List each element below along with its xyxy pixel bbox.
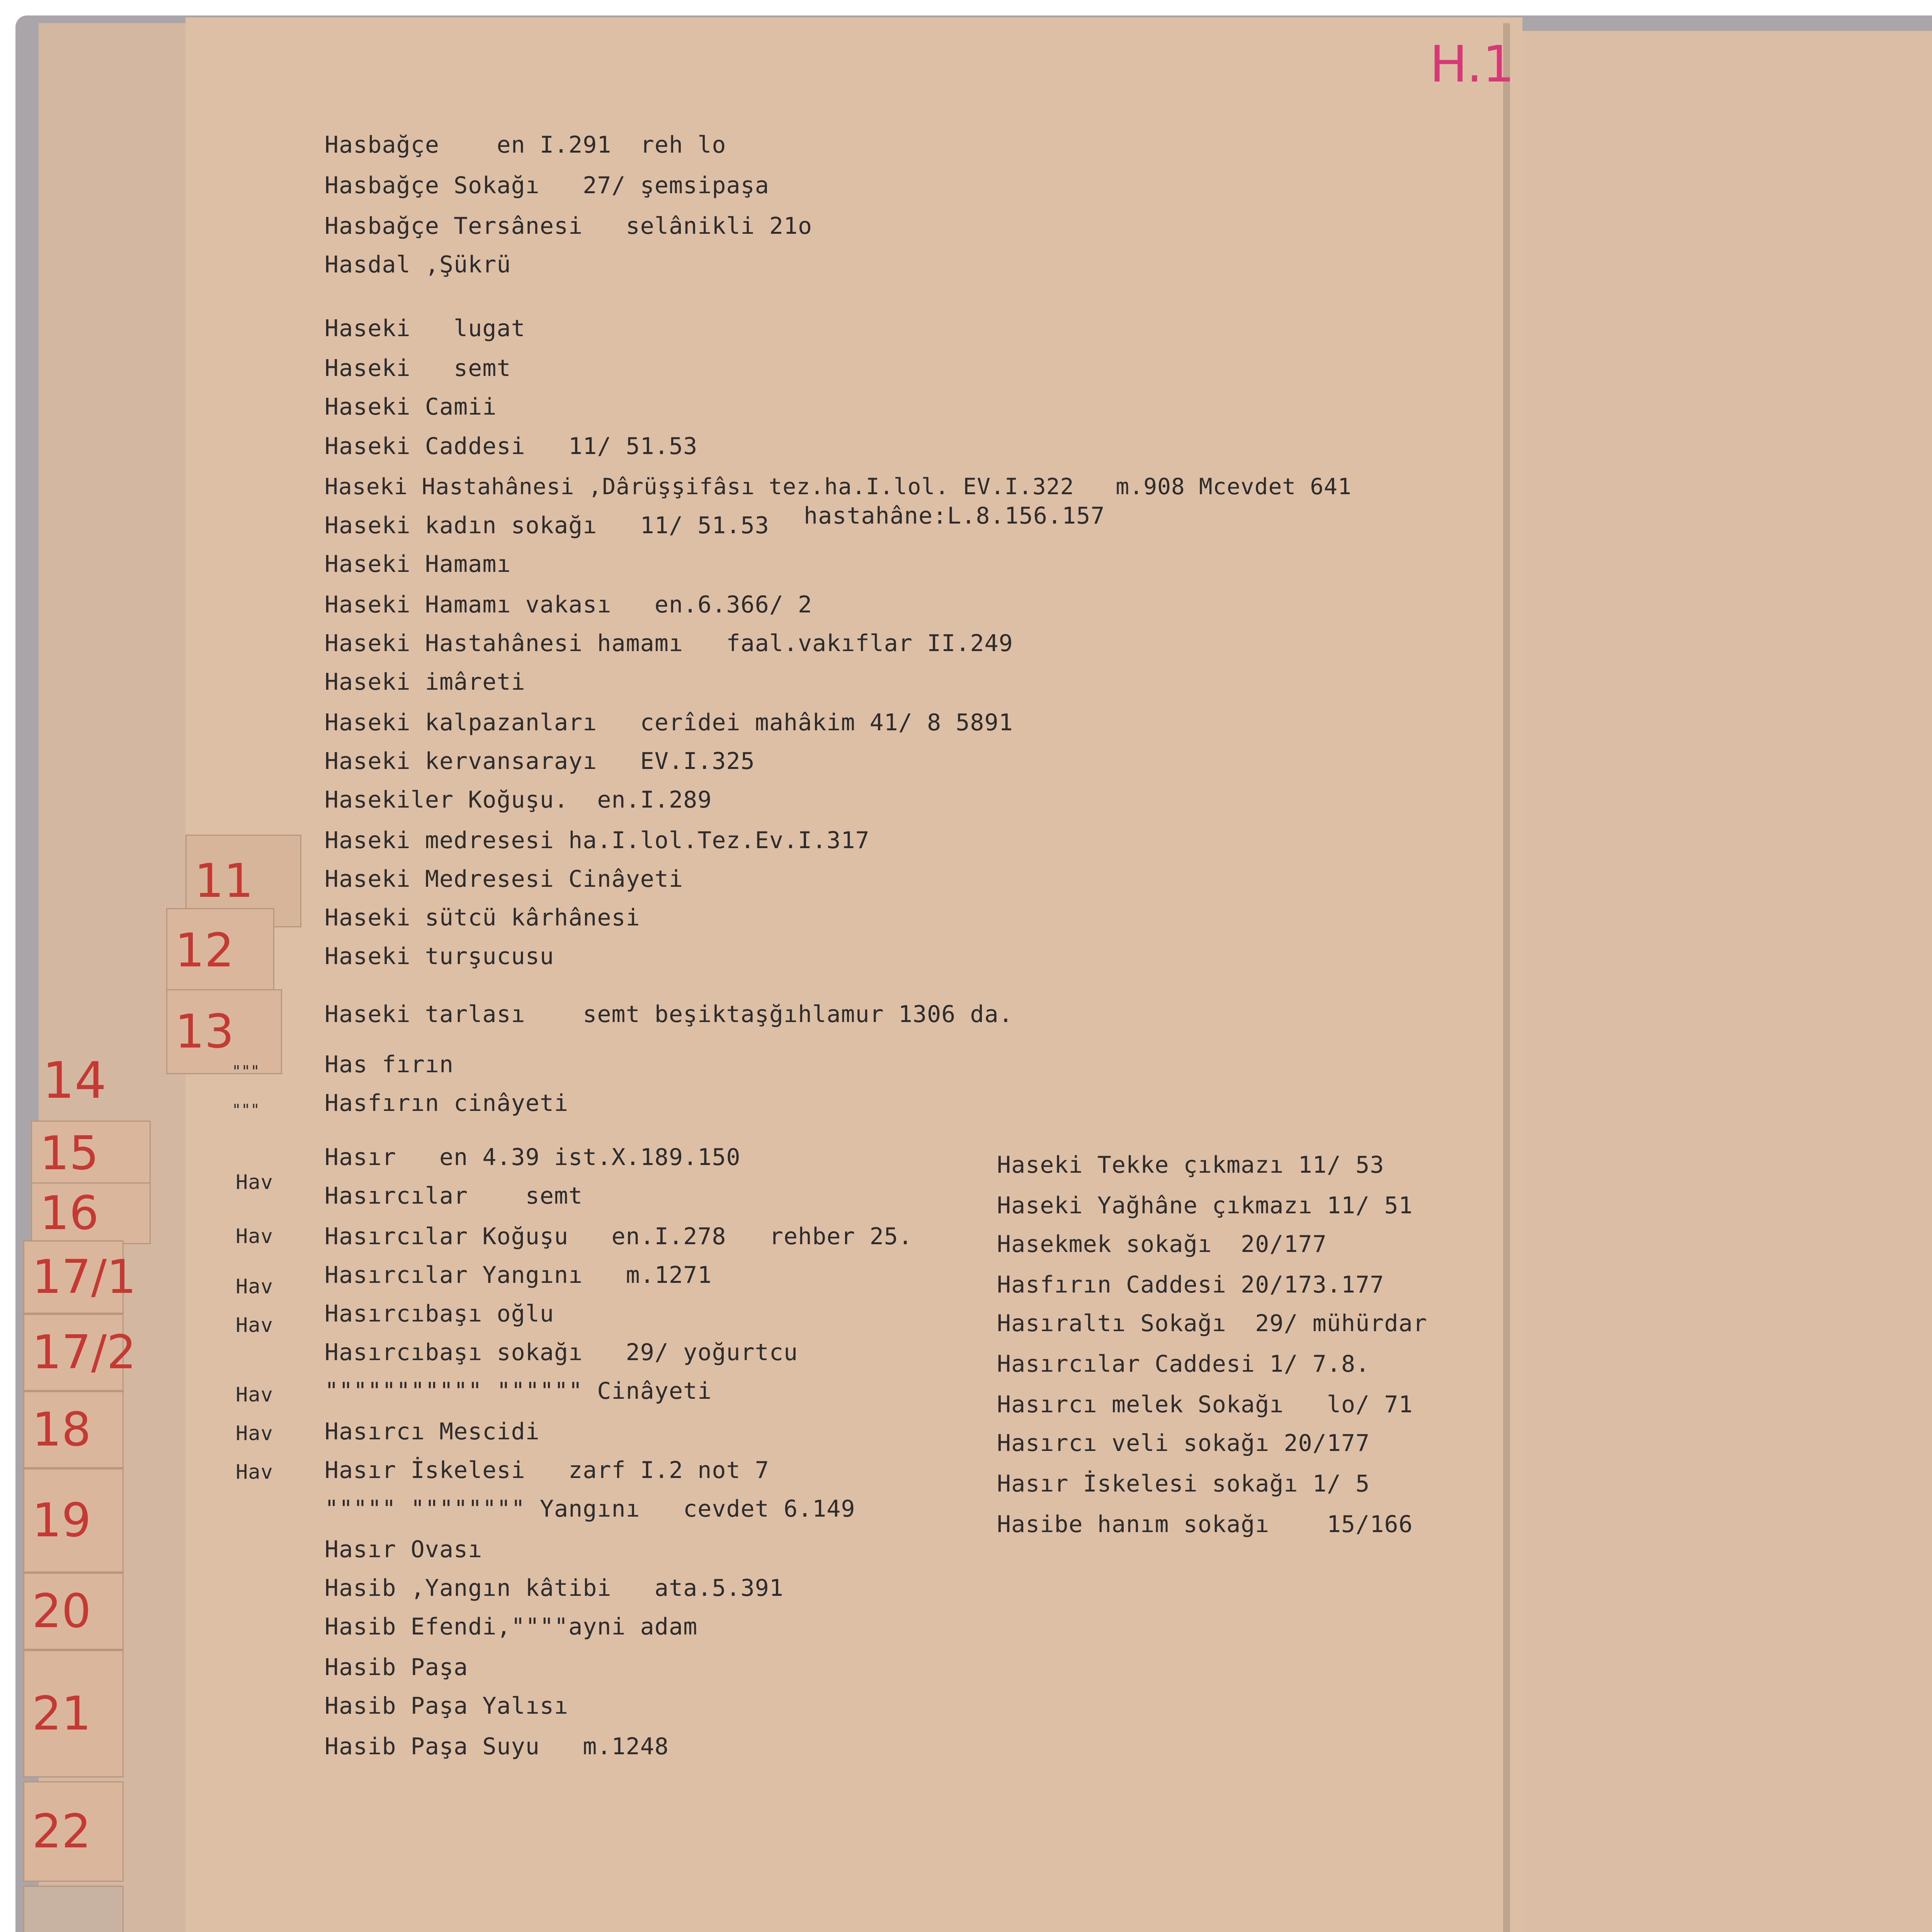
entry: Haseki Hamamı (325, 551, 511, 578)
entry: Haseki kadın sokağı 11/ 51.53 (325, 512, 769, 539)
under-page-text: Hav (236, 1275, 273, 1298)
interlinear-note: hastahâne:L.8.156.157 (804, 502, 1105, 529)
entry: Haseki Camii (325, 393, 497, 420)
index-tab[interactable]: 12 (166, 908, 274, 993)
entry: Hasıraltı Sokağı 29/ mühürdar (997, 1310, 1427, 1337)
entry: Hasib Paşa Suyu m.1248 (325, 1733, 669, 1760)
index-tab[interactable]: 18 (23, 1391, 124, 1468)
entry: Hasırcı veli sokağı 20/177 (997, 1430, 1370, 1457)
right-page (1507, 31, 1932, 1932)
index-tab[interactable]: 17/1 (23, 1240, 124, 1314)
index-tab[interactable]: 16 (31, 1182, 151, 1244)
page-gutter (1503, 23, 1510, 1932)
entry: Hasbağçe en I.291 reh lo (325, 131, 726, 158)
entry: Haseki sütcü kârhânesi (325, 904, 640, 931)
entry: Hasır Ovası (325, 1536, 483, 1563)
under-page-text: Hav (236, 1461, 273, 1484)
entry: Haseki kalpazanları cerîdei mahâkim 41/ 8 5891 (325, 709, 1013, 736)
entry: Hasırcılar Koğuşu en.I.278 rehber 25. (325, 1223, 913, 1250)
entry: Haseki Hamamı vakası en.6.366/ 2 (325, 591, 813, 618)
entry: Hasib ,Yangın kâtibi ata.5.391 (325, 1575, 784, 1602)
ditto-mark: """ (232, 1063, 260, 1080)
under-page-text: Hav (236, 1314, 273, 1337)
under-page-text: Hav (236, 1171, 273, 1194)
index-tab[interactable]: 13 (166, 989, 282, 1074)
entry: """"""""""" """""" Cinâyeti (325, 1378, 712, 1405)
entry: Haseki Caddesi 11/ 51.53 (325, 433, 698, 460)
entry: Hasbağçe Sokağı 27/ şemsipaşa (325, 172, 769, 199)
under-page-text: Hav (236, 1225, 273, 1248)
index-tab[interactable]: 21 (23, 1650, 124, 1777)
entry: Haseki tarlası semt beşiktaşğıhlamur 1306 da. (325, 1001, 1013, 1028)
left-page (185, 17, 1522, 1932)
entry: Hasırcıbaşı oğlu (325, 1300, 554, 1327)
entry: Haseki lugat (325, 315, 526, 342)
entry: Hasekiler Koğuşu. en.I.289 (325, 786, 712, 813)
entry: Haseki imâreti (325, 668, 526, 696)
entry: Hasdal ,Şükrü (325, 251, 511, 278)
entry: Haseki Medresesi Cinâyeti (325, 866, 684, 893)
entry: Has fırın (325, 1051, 454, 1078)
index-tab[interactable]: 19 (23, 1468, 124, 1573)
entry: Haseki turşucusu (325, 943, 554, 970)
entry: Hasekmek sokağı 20/177 (997, 1231, 1327, 1258)
page-mark: H.1 (1430, 35, 1515, 94)
entry: Hasbağçe Tersânesi selânikli 21o (325, 213, 813, 240)
entry: Hasırcı melek Sokağı lo/ 71 (997, 1391, 1413, 1418)
entry: Hasfırın cinâyeti (325, 1090, 569, 1117)
entry: Haseki kervansarayı EV.I.325 (325, 748, 755, 775)
under-page-text: Hav (236, 1422, 273, 1445)
under-page-text: Hav (236, 1383, 273, 1406)
entry: Hasır İskelesi zarf I.2 not 7 (325, 1457, 769, 1484)
entry: Hasır en 4.39 ist.X.189.150 (325, 1144, 741, 1171)
entry: Hasfırın Caddesi 20/173.177 (997, 1271, 1384, 1298)
index-tab[interactable]: 11 (185, 835, 301, 927)
entry: Haseki medresesi ha.I.lol.Tez.Ev.I.317 (325, 827, 870, 854)
entry: Hasır İskelesi sokağı 1/ 5 (997, 1470, 1370, 1497)
entry: Haseki Hastahânesi ,Dârüşşifâsı tez.ha.I.lol. EV.I.322 m.908 Mcevdet 641 (325, 473, 1352, 500)
index-tab[interactable]: 20 (23, 1573, 124, 1650)
index-tab[interactable]: 15 (31, 1121, 151, 1186)
index-tab[interactable]: 17/2 (23, 1314, 124, 1391)
entry: """"" """""""" Yangını cevdet 6.149 (325, 1495, 855, 1522)
index-tab[interactable]: 22 (23, 1781, 124, 1882)
entry: Haseki Yağhâne çıkmazı 11/ 51 (997, 1192, 1413, 1219)
blank-tab (23, 1886, 124, 1932)
entry: Hasırcılar semt (325, 1182, 583, 1209)
entry: Hasibe hanım sokağı 15/166 (997, 1511, 1413, 1538)
entry: Haseki Hastahânesi hamamı faal.vakıflar II.249 (325, 630, 1013, 657)
entry: Hasib Efendi,""""ayni adam (325, 1613, 698, 1640)
entry: Haseki semt (325, 355, 511, 382)
entry: Hasib Paşa (325, 1654, 468, 1681)
ditto-mark: """ (232, 1101, 260, 1119)
entry: Hasırcılar Caddesi 1/ 7.8. (997, 1350, 1370, 1378)
entry: Hasırcılar Yangını m.1271 (325, 1262, 712, 1289)
entry: Hasırcı Mescidi (325, 1418, 540, 1445)
entry: Haseki Tekke çıkmazı 11/ 53 (997, 1151, 1384, 1179)
entry: Hasib Paşa Yalısı (325, 1692, 569, 1719)
entry: Hasırcıbaşı sokağı 29/ yoğurtcu (325, 1339, 798, 1366)
index-tab[interactable]: 14 (43, 1051, 107, 1110)
